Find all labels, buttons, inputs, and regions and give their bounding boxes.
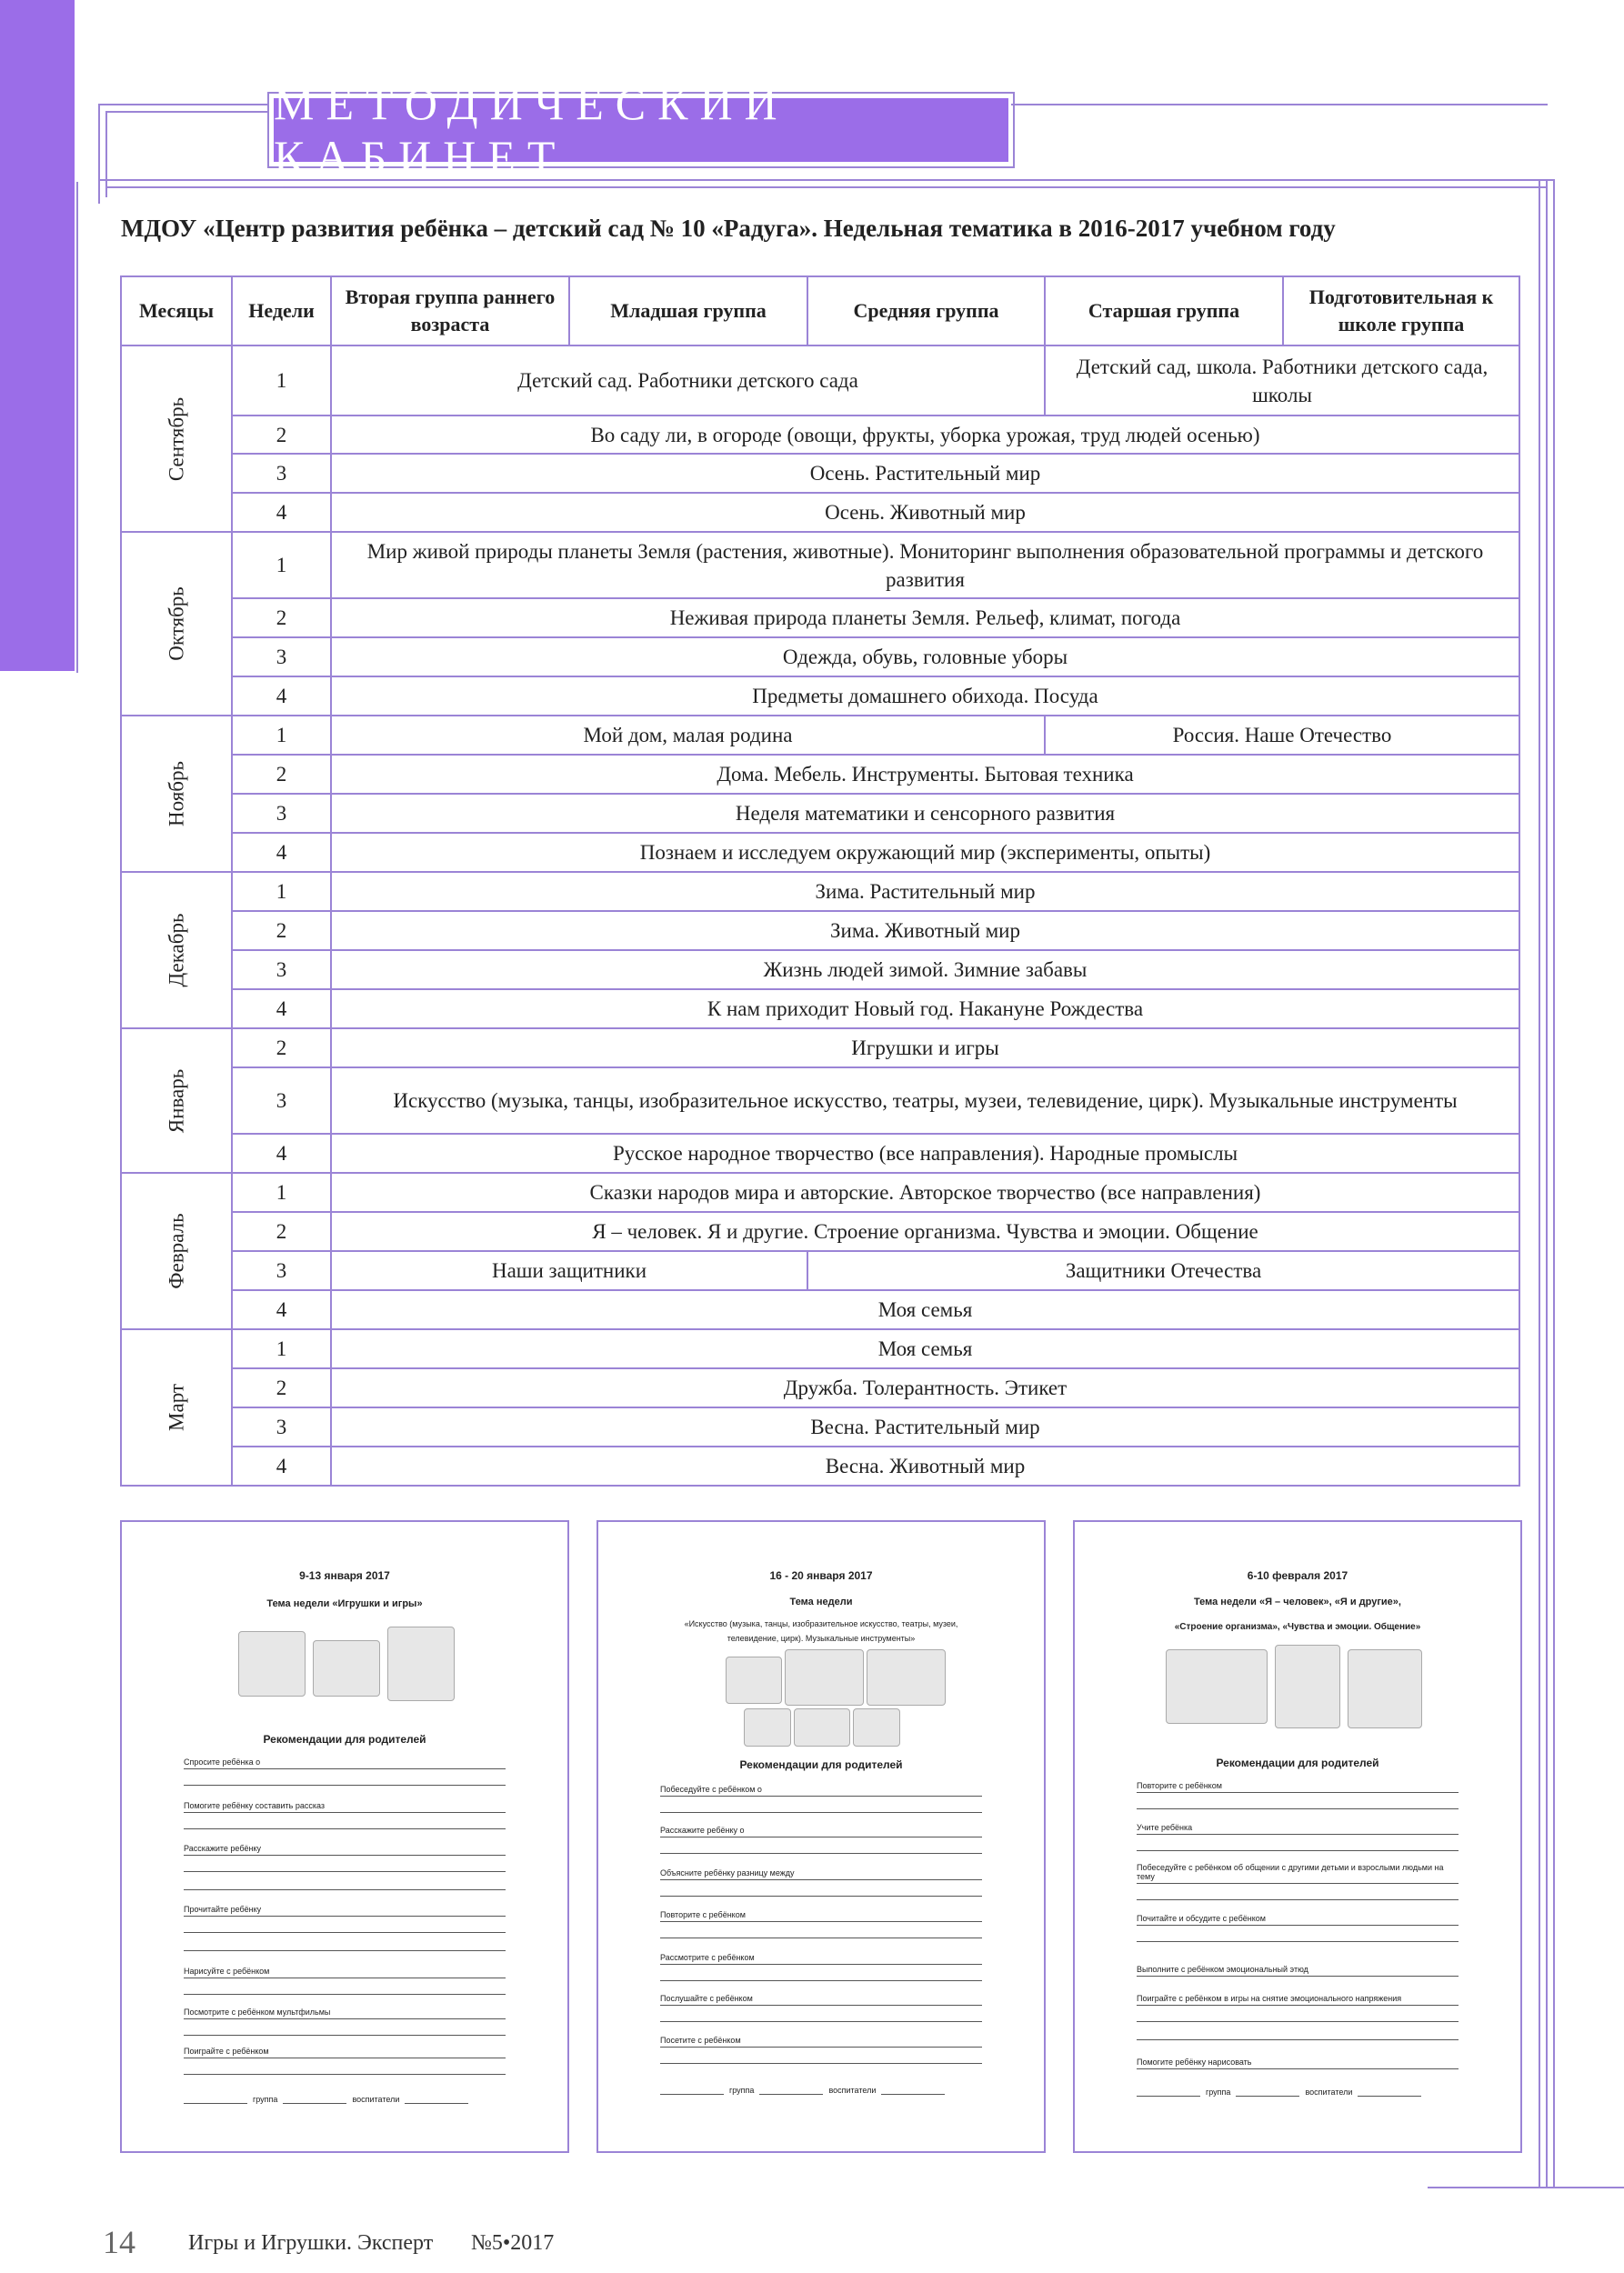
frame-line-left-outer: [98, 104, 100, 204]
table-row: [121, 454, 1519, 493]
footer-blank: [283, 2103, 346, 2104]
footer-blank: [405, 2103, 468, 2104]
week-cell: 3: [232, 1251, 331, 1290]
card-line: Повторите с ребёнком: [1137, 1773, 1459, 1793]
issue-number: №5•2017: [471, 2231, 555, 2255]
frame-line-top-outer: [98, 104, 267, 105]
card-blank-line: [184, 1856, 506, 1872]
children-playing-illustration: [238, 1631, 306, 1697]
table-row: [121, 1028, 1519, 1067]
card-blank-line: [184, 1978, 506, 1995]
week-cell: 2: [232, 598, 331, 637]
ballet-illustration: [726, 1657, 782, 1704]
header-middle-group: Средняя группа: [807, 276, 1045, 345]
week-cell: 2: [232, 1028, 331, 1067]
table-row: [121, 1407, 1519, 1447]
card-theme-line: «Строение организма», «Чувства и эмоции. Общение»: [1174, 1622, 1421, 1632]
card-line: Объясните ребёнку разницу между: [660, 1860, 982, 1880]
frame-line-top-inner: [105, 111, 267, 113]
month-cell: [121, 716, 232, 872]
boy-illustration: [1275, 1645, 1340, 1728]
topic-cell: Защитники Отечества: [807, 1251, 1519, 1290]
frame-line-content-top-2: [105, 186, 1546, 188]
card-date: 9-13 января 2017: [299, 1569, 390, 1582]
topic-cell: Осень. Растительный мир: [331, 454, 1519, 493]
card-blank-line: [1137, 1884, 1459, 1900]
topic-cell: Зима. Растительный мир: [331, 872, 1519, 911]
topic-cell: Предметы домашнего обихода. Посуда: [331, 676, 1519, 716]
card-blank-line: [1137, 2006, 1459, 2022]
recommendation-card: [1073, 1520, 1522, 2153]
footer-blank: [660, 2094, 724, 2095]
card-line: Нарисуйте с ребёнком: [184, 1958, 506, 1978]
topic-cell: Познаем и исследуем окружающий мир (эксперименты, опыты): [331, 833, 1519, 872]
month-cell: [121, 532, 232, 716]
week-cell: 3: [232, 794, 331, 833]
card-theme-line: Тема недели «Игрушки и игры»: [266, 1598, 423, 1609]
card-blank-line: [184, 1917, 506, 1933]
topic-cell: Весна. Растительный мир: [331, 1407, 1519, 1447]
recommendation-cards: [120, 1520, 1525, 2175]
week-cell: 4: [232, 676, 331, 716]
table-row: [121, 1329, 1519, 1368]
topic-cell: Россия. Наше Отечество: [1045, 716, 1519, 755]
card-line: Поиграйте с ребёнком: [184, 2038, 506, 2058]
month-label: Октябрь: [165, 586, 188, 661]
topic-cell: Дома. Мебель. Инструменты. Бытовая техника: [331, 755, 1519, 794]
card-line: Почитайте и обсудите с ребёнком: [1137, 1906, 1459, 1926]
card-line: Посетите с ребёнком: [660, 2028, 982, 2048]
topic-cell: Весна. Животный мир: [331, 1447, 1519, 1486]
month-label: Март: [165, 1384, 188, 1431]
footer-group-label: группа: [1206, 2088, 1231, 2097]
card-blank-line: [660, 1965, 982, 1981]
section-header-fill: [274, 78, 1008, 182]
frame-line-right-2: [1546, 179, 1548, 2188]
card-line: Выполните с ребёнком эмоциональный этюд: [1137, 1957, 1459, 1977]
month-label: Ноябрь: [165, 761, 188, 826]
card-blank-line: [184, 1813, 506, 1829]
table-row: [121, 598, 1519, 637]
table-row: [121, 1134, 1519, 1173]
card-line: Побеседуйте с ребёнком о: [660, 1777, 982, 1797]
card-theme-line: Тема недели «Я – человек», «Я и другие»,: [1194, 1597, 1401, 1607]
week-cell: 1: [232, 1329, 331, 1368]
table-row: [121, 989, 1519, 1028]
topic-cell: Моя семья: [331, 1329, 1519, 1368]
footer-blank: [1236, 2096, 1299, 2097]
topic-cell: Дружба. Толерантность. Этикет: [331, 1368, 1519, 1407]
card-heading: Рекомендации для родителей: [739, 1758, 903, 1771]
footer-teachers-label: воспитатели: [828, 2086, 877, 2095]
week-cell: 4: [232, 989, 331, 1028]
card-blank-line: [1137, 1926, 1459, 1942]
topic-cell: Неживая природа планеты Земля. Рельеф, климат, погода: [331, 598, 1519, 637]
footer-teachers-label: воспитатели: [352, 2095, 400, 2104]
month-cell: [121, 345, 232, 532]
frame-line-header-right: [1011, 104, 1548, 105]
header-weeks: Недели: [232, 276, 331, 345]
card-heading: Рекомендации для родителей: [1216, 1757, 1379, 1769]
week-cell: 1: [232, 532, 331, 598]
topic-cell: Жизнь людей зимой. Зимние забавы: [331, 950, 1519, 989]
topic-cell: Искусство (музыка, танцы, изобразительное искусство, театры, музеи, телевидение, цирк). Музыкальные инструменты: [331, 1067, 1519, 1134]
week-cell: 4: [232, 493, 331, 532]
week-cell: 3: [232, 637, 331, 676]
card-line: Прочитайте ребёнку: [184, 1897, 506, 1917]
table-row: [121, 1447, 1519, 1486]
table-row: [121, 911, 1519, 950]
card-blank-line: [184, 1769, 506, 1786]
card-line: Расскажите ребёнку о: [660, 1817, 982, 1837]
month-label: Январь: [165, 1068, 188, 1133]
card-line: Спросите ребёнка о: [184, 1749, 506, 1769]
week-cell: 3: [232, 1407, 331, 1447]
theatre-illustration: [785, 1649, 864, 1706]
museum-illustration: [794, 1708, 850, 1747]
month-label: Сентябрь: [165, 396, 188, 481]
frame-line-right-3: [1553, 179, 1555, 2188]
card-blank-line: [660, 1837, 982, 1854]
card-line: Поиграйте с ребёнком в игры на снятие эмоционального напряжения: [1137, 1986, 1459, 2006]
footer-blank: [1137, 2096, 1200, 2097]
topic-cell: Детский сад. Работники детского сада: [331, 345, 1045, 416]
table-row: [121, 676, 1519, 716]
table-row: [121, 950, 1519, 989]
card-blank-line: [184, 1935, 506, 1951]
card-blank-line: [660, 1797, 982, 1813]
table-row: [121, 345, 1519, 416]
footer-group-label: группа: [253, 2095, 278, 2104]
week-cell: 1: [232, 345, 331, 416]
topic-cell: Одежда, обувь, головные уборы: [331, 637, 1519, 676]
kids-table-illustration: [387, 1627, 455, 1701]
card-line: Рассмотрите с ребёнком: [660, 1945, 982, 1965]
tv-illustration: [853, 1708, 900, 1747]
card-heading: Рекомендации для родителей: [263, 1733, 426, 1746]
frame-line-bottom: [1428, 2187, 1624, 2188]
frame-line-left-long: [76, 182, 78, 673]
table-row: [121, 833, 1519, 872]
week-cell: 2: [232, 1212, 331, 1251]
week-cell: 2: [232, 416, 331, 454]
topic-cell: Неделя математики и сенсорного развития: [331, 794, 1519, 833]
topic-cell: Наши защитники: [331, 1251, 807, 1290]
week-cell: 2: [232, 1368, 331, 1407]
table-header-row: [121, 276, 1519, 345]
month-cell: [121, 872, 232, 1028]
footer-blank: [184, 2103, 247, 2104]
topic-cell: Игрушки и игры: [331, 1028, 1519, 1067]
week-cell: 3: [232, 454, 331, 493]
table-row: [121, 872, 1519, 911]
body-parts-illustration: [1166, 1649, 1268, 1724]
month-cell: [121, 1173, 232, 1329]
header-months: Месяцы: [121, 276, 232, 345]
footer-blank: [759, 2094, 823, 2095]
frame-line-left-inner: [105, 111, 107, 197]
card-date: 6-10 февраля 2017: [1247, 1569, 1348, 1582]
table-row: [121, 1067, 1519, 1134]
table-row: [121, 532, 1519, 598]
card-line: Посмотрите с ребёнком мультфильмы: [184, 1999, 506, 2019]
week-cell: 4: [232, 1134, 331, 1173]
card-blank-line: [660, 1880, 982, 1897]
card-blank-line: [184, 1874, 506, 1890]
card-line: Послушайте с ребёнком: [660, 1986, 982, 2006]
table-row: [121, 755, 1519, 794]
topic-cell: К нам приходит Новый год. Накануне Рождества: [331, 989, 1519, 1028]
children-circle-illustration: [1348, 1649, 1422, 1728]
footer-blank: [881, 2094, 945, 2095]
topic-cell: Детский сад, школа. Работники детского сада, школы: [1045, 345, 1519, 416]
page-number: 14: [103, 2224, 135, 2260]
header-senior-group: Старшая группа: [1045, 276, 1283, 345]
table-row: [121, 1368, 1519, 1407]
topic-cell: Мир живой природы планеты Земля (растения, животные). Мониторинг выполнения образовательной программы и детского развития: [331, 532, 1519, 598]
recommendation-card: [120, 1520, 569, 2153]
document-title: МДОУ «Центр развития ребёнка – детский сад № 10 «Радуга». Недельная тематика в 2016-2017 учебном году: [121, 215, 1336, 242]
toys-illustration: [313, 1640, 380, 1697]
card-blank-line: [1137, 1793, 1459, 1809]
week-cell: 3: [232, 1067, 331, 1134]
card-date: 16 - 20 января 2017: [769, 1569, 873, 1582]
card-blank-line: [1137, 2024, 1459, 2040]
week-cell: 4: [232, 1290, 331, 1329]
card-theme-line: «Искусство (музыка, танцы, изобразительное искусство, театры, музеи,: [684, 1619, 958, 1628]
topic-cell: Во саду ли, в огороде (овощи, фрукты, уборка урожая, труд людей осенью): [331, 416, 1519, 454]
footer-group-label: группа: [729, 2086, 755, 2095]
card-blank-line: [184, 2058, 506, 2075]
card-blank-line: [184, 2019, 506, 2036]
topic-cell: Сказки народов мира и авторские. Авторское творчество (все направления): [331, 1173, 1519, 1212]
card-line: Помогите ребёнку нарисовать: [1137, 2049, 1459, 2069]
week-cell: 1: [232, 872, 331, 911]
card-theme-line: Тема недели: [789, 1597, 853, 1607]
card-theme-line: телевидение, цирк). Музыкальные инструменты»: [727, 1634, 916, 1643]
instrument-illustration: [744, 1708, 791, 1747]
header-preparatory-group: Подготовительная к школе группа: [1283, 276, 1519, 345]
table-row: [121, 1173, 1519, 1212]
topic-cell: Мой дом, малая родина: [331, 716, 1045, 755]
footer-teachers-label: воспитатели: [1305, 2088, 1353, 2097]
week-cell: 2: [232, 911, 331, 950]
week-cell: 1: [232, 716, 331, 755]
circus-illustration: [867, 1649, 946, 1706]
magazine-name: Игры и Игрушки. Эксперт: [188, 2231, 434, 2255]
table-row: [121, 794, 1519, 833]
sidebar-accent-bar: [0, 0, 75, 671]
header-junior-group: Младшая группа: [569, 276, 807, 345]
topic-cell: Я – человек. Я и другие. Строение организма. Чувства и эмоции. Общение: [331, 1212, 1519, 1251]
frame-line-right-1: [1539, 179, 1540, 2188]
table-row: [121, 416, 1519, 454]
topic-cell: Моя семья: [331, 1290, 1519, 1329]
card-footer: [184, 2095, 506, 2104]
month-label: Декабрь: [165, 913, 188, 987]
section-header: [267, 78, 1015, 182]
table-row: [121, 716, 1519, 755]
card-line: Побеседуйте с ребёнком об общении с другими детьми и взрослыми людьми на тему: [1137, 1857, 1459, 1884]
card-line: Учите ребёнка: [1137, 1815, 1459, 1835]
card-footer: [1137, 2088, 1459, 2097]
section-title: МЕТОДИЧЕСКИЙ КАБИНЕТ: [274, 78, 789, 182]
card-blank-line: [660, 2006, 982, 2022]
week-cell: 1: [232, 1173, 331, 1212]
table-row: [121, 493, 1519, 532]
topic-cell: Зима. Животный мир: [331, 911, 1519, 950]
topic-cell: Русское народное творчество (все направления). Народные промыслы: [331, 1134, 1519, 1173]
card-line: Помогите ребёнку составить рассказ: [184, 1793, 506, 1813]
month-cell: [121, 1028, 232, 1173]
month-cell: [121, 1329, 232, 1486]
card-line: Повторите с ребёнком: [660, 1902, 982, 1922]
table-row: [121, 1212, 1519, 1251]
card-line: Расскажите ребёнку: [184, 1836, 506, 1856]
card-blank-line: [660, 2048, 982, 2064]
table-row: [121, 1290, 1519, 1329]
week-cell: 4: [232, 1447, 331, 1486]
card-footer: [660, 2086, 982, 2095]
week-cell: 2: [232, 755, 331, 794]
table-row: [121, 637, 1519, 676]
header-early-age-group: Вторая группа раннего возраста: [331, 276, 569, 345]
topic-cell: Осень. Животный мир: [331, 493, 1519, 532]
recommendation-card: [596, 1520, 1046, 2153]
card-blank-line: [1137, 1835, 1459, 1851]
table-row: [121, 1251, 1519, 1290]
week-cell: 3: [232, 950, 331, 989]
weekly-topics-table: [120, 275, 1520, 1487]
week-cell: 4: [232, 833, 331, 872]
footer-blank: [1358, 2096, 1421, 2097]
card-blank-line: [660, 1922, 982, 1938]
month-label: Февраль: [165, 1213, 188, 1289]
